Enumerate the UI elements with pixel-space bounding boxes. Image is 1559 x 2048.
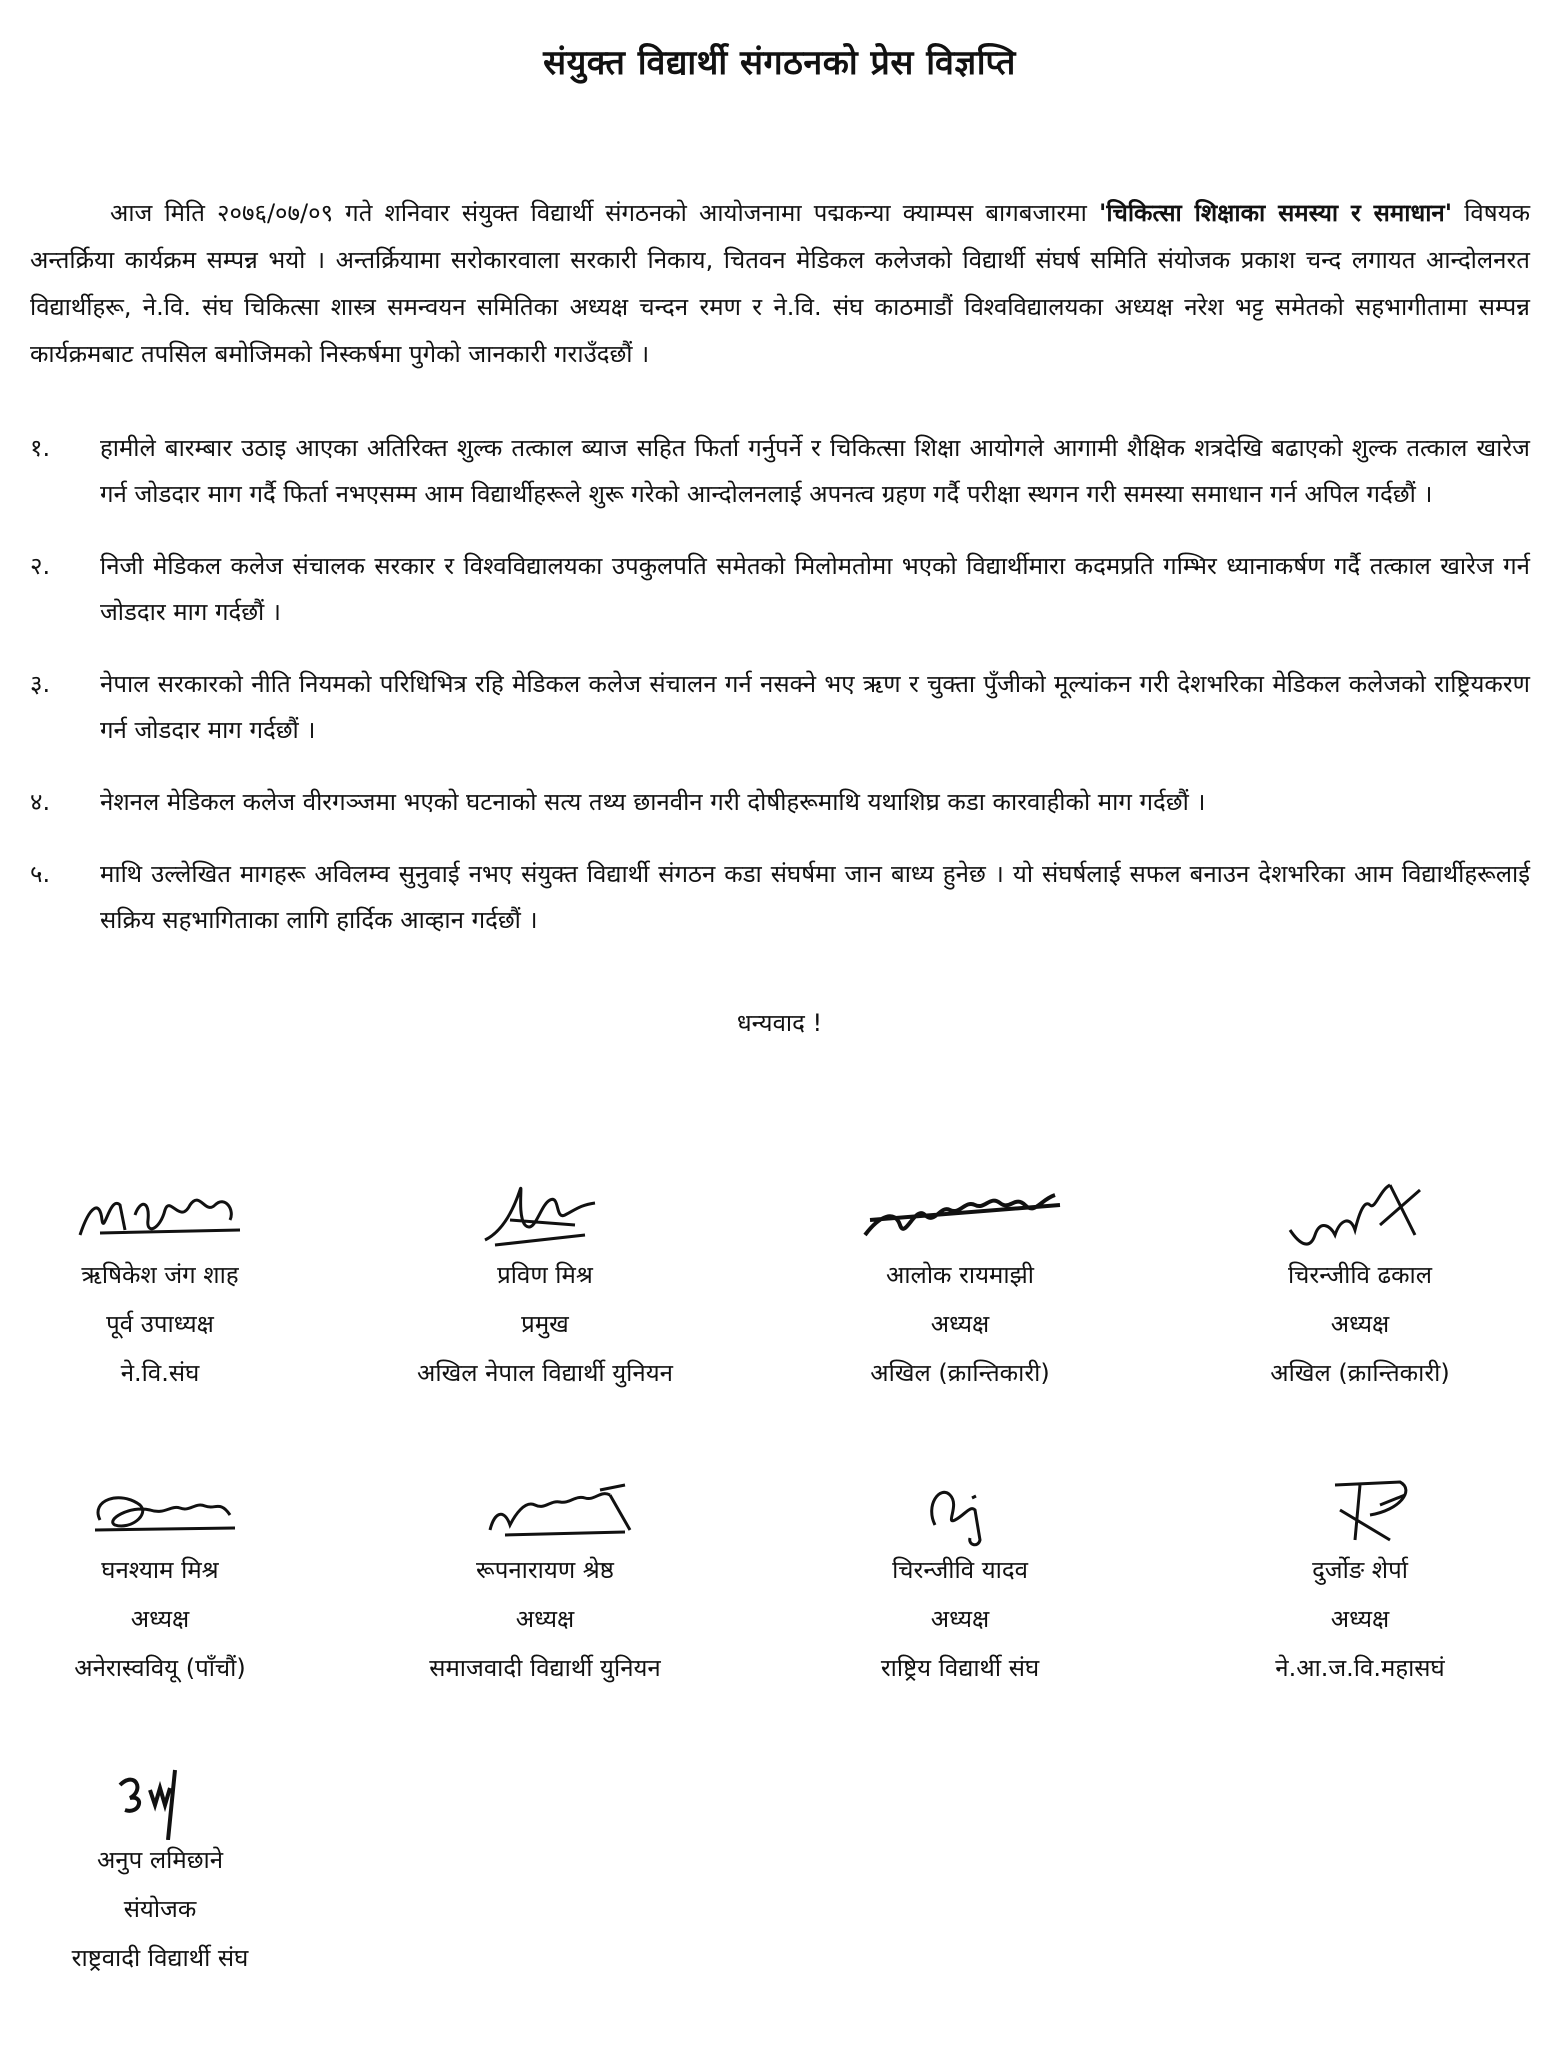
item-text: निजी मेडिकल कलेज संचालक सरकार र विश्वविद्यालयका उपकुलपति समेतको मिलोमतोमा भएको विद्यार्थीमारा कदमप्रति गम्भिर ध्यानाकर्षण गर्दै तत्काल खारेज गर्न जोडदार माग गर्दछौं । [100,552,1530,626]
intro-bold-topic: 'चिकित्सा शिक्षाका समस्या र समाधान' [1099,199,1453,227]
signature-icon [840,1175,1080,1255]
signature-icon [40,1175,280,1255]
signatory-block [375,1175,715,1398]
thanks-text: धन्यवाद ! [736,1009,823,1037]
signatory-organization: ने.आ.ज.वि.महासघं [1275,1654,1445,1682]
signatory-organization: अनेरास्ववियू (पाँचौं) [74,1654,246,1682]
signatory-block [0,1760,330,1983]
signature-icon [840,1470,1080,1550]
item-number: ५. [30,860,51,888]
intro-text-end: विषयक अन्तर्क्रिया कार्यक्रम सम्पन्न भयो । अन्तर्क्रियामा सरोकारवाला सरकारी निकाय, चितवन मेडिकल कलेजको विद्यार्थी संघर्ष समिति संयोजक प्रकाश चन्द लगायत आन्दोलनरत विद्यार्थीहरू, ने.वि. संघ चिकित्सा शास्त्र समन्वयन समितिका अध्यक्ष चन्दन रमण र ने.वि. संघ काठमाडौं विश्वविद्यालयका अध्यक्ष नरेश भट्ट समेतको सहभागीतामा सम्पन्न कार्यक्रमबाट तपसिल बमोजिमको निस्कर्षमा पुगेको जानकारी गराउँदछौं । [30,199,1531,368]
item-number: १. [30,434,51,462]
signatory-organization: राष्ट्रवादी विद्यार्थी संघ [71,1944,249,1972]
signatory-organization: राष्ट्रिय विद्यार्थी संघ [880,1654,1040,1682]
list-item [30,425,1530,517]
signatory-block [1190,1470,1530,1693]
signatory-name: घनश्याम मिश्र [101,1556,219,1584]
demands-list [30,425,1530,969]
signatory-organization: ने.वि.संघ [120,1359,200,1387]
signatory-position: अध्यक्ष [930,1310,990,1338]
signatory-organization: अखिल नेपाल विद्यार्थी युनियन [417,1359,673,1387]
signatory-position: संयोजक [123,1895,197,1923]
item-text: नेशनल मेडिकल कलेज वीरगञ्जमा भएको घटनाको सत्य तथ्य छानवीन गरी दोषीहरूमाथि यथाशिघ्र कडा कारवाहीको माग गर्दछौं । [100,788,1206,816]
signatory-name: चिरन्जीवि यादव [892,1556,1028,1584]
signatory-name: चिरन्जीवि ढकाल [1287,1261,1433,1289]
signature-icon [425,1175,665,1255]
signatory-block [0,1175,330,1398]
item-number: २. [30,552,51,580]
signatory-name: प्रविण मिश्र [497,1261,593,1289]
signatory-position: अध्यक्ष [1330,1605,1390,1633]
intro-paragraph [30,190,1530,378]
signatory-organization: समाजवादी विद्यार्थी युनियन [429,1654,661,1682]
document-title: संयुक्त विद्यार्थी संगठनको प्रेस विज्ञप्ति [543,43,1016,83]
signatory-name: ऋषिकेश जंग शाह [81,1261,239,1289]
signatory-block [790,1470,1130,1693]
signatory-name: आलोक रायमाझी [886,1261,1034,1289]
signatory-position: अध्यक्ष [130,1605,190,1633]
signatory-name: रूपनारायण श्रेष्ठ [476,1556,614,1584]
signatory-position: पूर्व उपाध्यक्ष [106,1310,214,1338]
signatory-block [790,1175,1130,1398]
signature-icon [1240,1470,1480,1550]
signatory-organization: अखिल (क्रान्तिकारी) [870,1359,1050,1387]
signatory-name: दुर्जोङ शेर्पा [1312,1556,1408,1584]
signature-icon [40,1760,280,1840]
list-item [30,779,1530,825]
signatory-position: अध्यक्ष [930,1605,990,1633]
signatory-position: प्रमुख [521,1310,569,1338]
signatory-organization: अखिल (क्रान्तिकारी) [1270,1359,1450,1387]
signature-icon [1240,1175,1480,1255]
list-item [30,543,1530,635]
signatory-position: अध्यक्ष [515,1605,575,1633]
item-text: हामीले बारम्बार उठाइ आएका अतिरिक्त शुल्क तत्काल ब्याज सहित फिर्ता गर्नुपर्ने र चिकित्सा शिक्षा आयोगले आगामी शैक्षिक शत्रदेखि बढाएको शुल्क तत्काल खारेज गर्न जोडदार माग गर्दै फिर्ता नभएसम्म आम विद्यार्थीहरूले शुरू गरेको आन्दोलनलाई अपनत्व ग्रहण गर्दै परीक्षा स्थगन गरी समस्या समाधान गर्न अपिल गर्दछौं । [100,434,1530,508]
signatory-block [1190,1175,1530,1398]
signatory-block [375,1470,715,1693]
list-item [30,851,1530,943]
signatory-block [0,1470,330,1693]
signature-icon [40,1470,280,1550]
signature-icon [425,1470,665,1550]
intro-text-start: आज मिति २०७६/०७/०९ गते शनिवार संयुक्त विद्यार्थी संगठनको आयोजनामा पद्मकन्या क्याम्पस बागबजारमा [110,199,1100,227]
signatory-position: अध्यक्ष [1330,1310,1390,1338]
item-number: ४. [30,788,51,816]
item-text: माथि उल्लेखित मागहरू अविलम्व सुनुवाई नभए संयुक्त विद्यार्थी संगठन कडा संघर्षमा जान बाध्य हुनेछ । यो संघर्षलाई सफल बनाउन देशभरिका आम विद्यार्थीहरूलाई सक्रिय सहभागिताका लागि हार्दिक आव्हान गर्दछौं । [100,860,1530,934]
item-text: नेपाल सरकारको नीति नियमको परिधिभित्र रहि मेडिकल कलेज संचालन गर्न नसक्ने भए ऋण र चुक्ता पुँजीको मूल्यांकन गरी देशभरिका मेडिकल कलेजको राष्ट्रियकरण गर्न जोडदार माग गर्दछौं । [100,670,1530,744]
item-number: ३. [30,670,51,698]
signatory-name: अनुप लमिछाने [96,1846,224,1874]
list-item [30,661,1530,753]
